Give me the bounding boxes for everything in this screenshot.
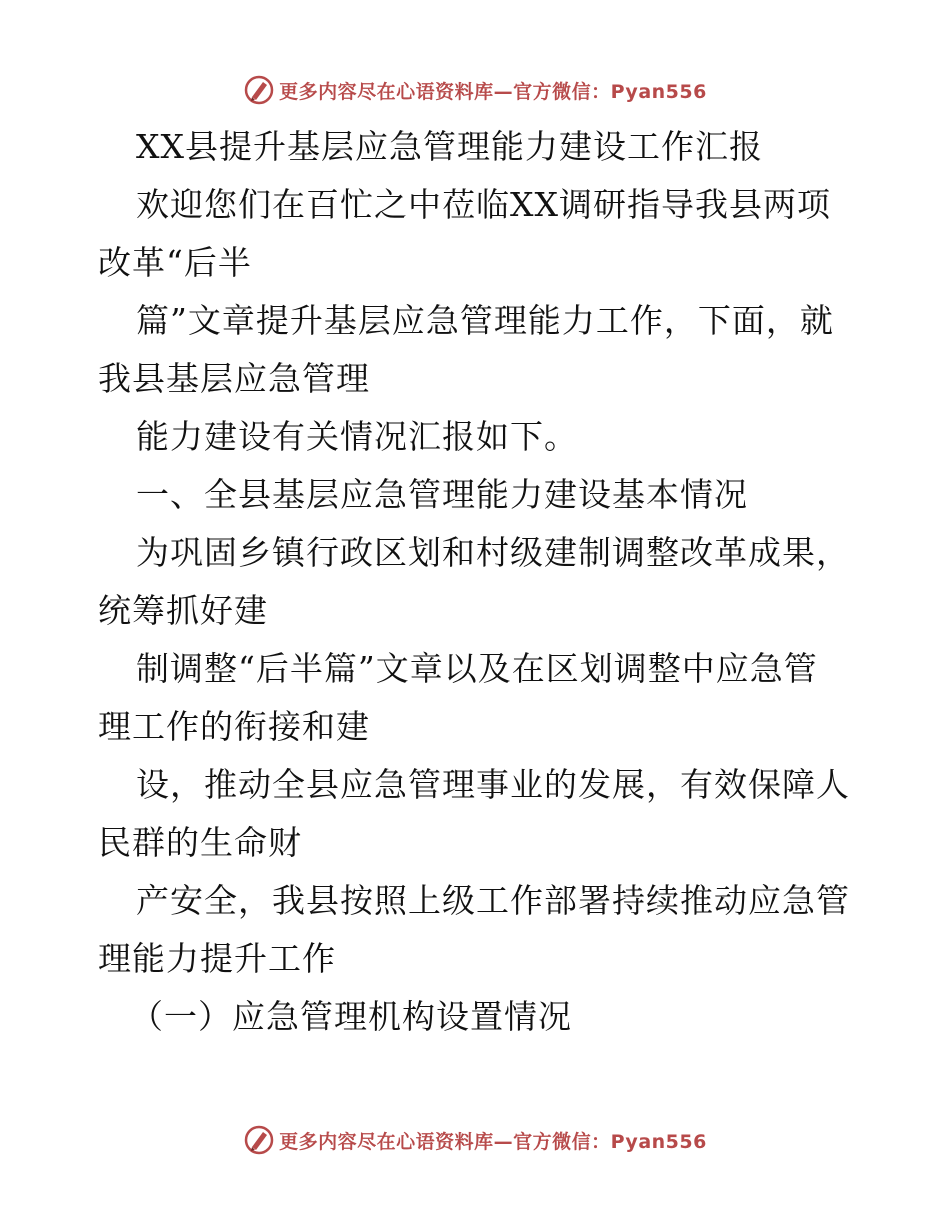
paragraph-line: 改革“后半: [98, 243, 252, 282]
document-body: [98, 118, 858, 1046]
paragraph-line: 为巩固乡镇行政区划和村级建制调整改革成果，: [136, 533, 850, 572]
paragraph-line: 理工作的衔接和建: [98, 707, 370, 746]
pen-logo-icon: [243, 1124, 275, 1156]
paragraph-line: 欢迎您们在百忙之中莅临XX调研指导我县两项: [136, 185, 831, 224]
paragraph-line: 制调整“后半篇”文章以及在区划调整中应急管: [136, 649, 818, 688]
pen-logo-icon: [243, 74, 275, 106]
paragraph-line: 产安全，我县按照上级工作部署持续推动应急管: [136, 881, 850, 920]
paragraph-line: 统筹抓好建: [98, 591, 268, 630]
subsection-heading: （一）应急管理机构设置情况: [130, 997, 572, 1036]
paragraph-line: 理能力提升工作: [98, 939, 336, 978]
watermark-text-top: 更多内容尽在心语资料库—官方微信：Pyan556: [279, 80, 707, 103]
watermark-text-bottom: 更多内容尽在心语资料库—官方微信：Pyan556: [279, 1130, 707, 1153]
paragraph-line: 设，推动全县应急管理事业的发展，有效保障人: [136, 765, 850, 804]
paragraph-line: 篇”文章提升基层应急管理能力工作，下面，就: [136, 301, 834, 340]
paragraph-line: 民群的生命财: [98, 823, 302, 862]
paragraph-line: 能力建设有关情况汇报如下。: [136, 417, 578, 456]
section-heading: 一、全县基层应急管理能力建设基本情况: [136, 475, 748, 514]
paragraph-line: 我县基层应急管理: [98, 359, 370, 398]
watermark-banner-bottom: [0, 1120, 950, 1160]
watermark-banner-top: [0, 70, 950, 110]
document-title: XX县提升基层应急管理能力建设工作汇报: [136, 127, 763, 166]
